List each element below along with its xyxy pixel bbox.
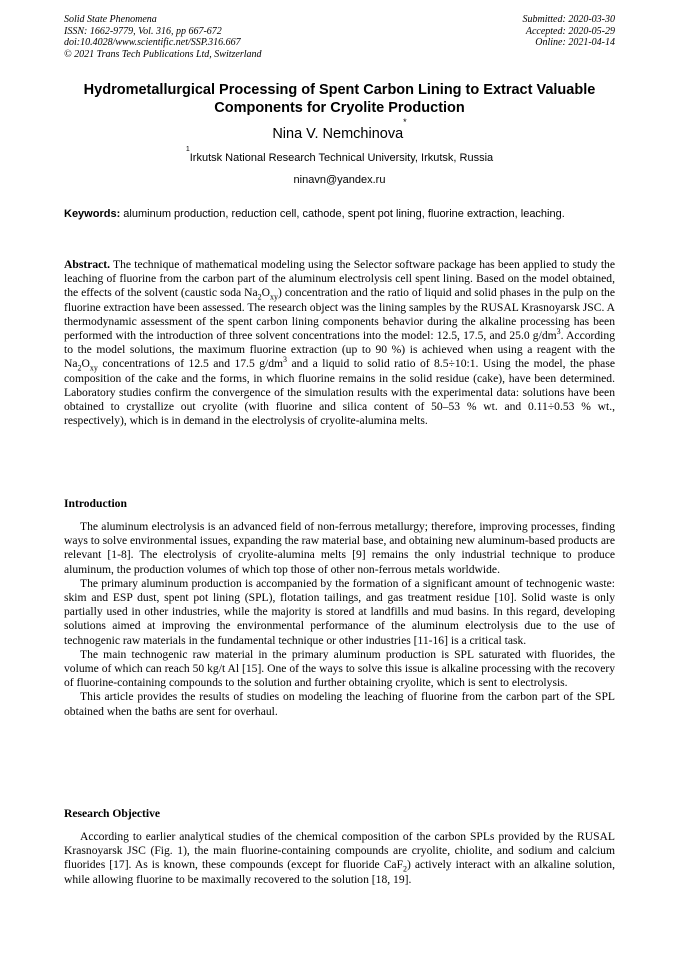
author-name: Nina V. Nemchinova [272,126,404,142]
introduction-heading: Introduction [64,497,127,510]
research-objective-heading: Research Objective [64,807,161,820]
subscript: 2 [77,363,82,373]
copyright-line: © 2021 Trans Tech Publications Ltd, Switzerland [64,48,262,60]
superscript: 3 [556,327,561,337]
author [64,117,615,143]
keywords [64,207,615,221]
abstract [64,258,615,428]
abstract-text: and a liquid to solid ratio of 8.5÷10:1. Using the model, the phase composition of the cake and the forms, in which fluorine remains in the solid residue (cake), have been determined. Laboratory studies confirm the convergence of the simulation results with the experimental data: solutions have been obtained to crystallize out cryolite (with fluorine and silica content of 50–53 % wt. and 0.11÷0.53 % wt., respectively), which is in demand in the electrolysis of cryolite-alumina melts. [64,357,615,428]
online-date: Online: 2021-04-14 [535,37,615,48]
paragraph: The primary aluminum production is accompanied by the formation of a significant amount of technogenic waste: skim and ESP dust, spent pot lining (SPL), flotation tailings, and gas treatment residue [10]. Solid waste is only partially used in other industries, while the majority is stored at landfills and mud basins. In this regard, developing solutions aimed at improving the environmental performance of the aluminum electrolysis due to the use of technogenic raw materials in the fundamental technique or other industries [11-16] is a critical task. [64,576,615,647]
affiliation-text: Irkutsk National Research Technical University, Irkutsk, Russia [189,152,494,164]
author-mark: * [403,117,407,127]
paragraph-text: ) actively interact with an alkaline solution, while allowing fluorine to be maximally recovered to the solution [18, 19]. [64,858,615,886]
subscript: 2 [403,864,408,874]
paper-title: Hydrometallurgical Processing of Spent Carbon Lining to Extract Valuable Components for Cryolite Production [83,82,596,116]
publication-dates [523,14,616,49]
abstract-text: concentrations of 12.5 and 17.5 g/dm [97,357,284,371]
subscript: 2 [257,292,262,302]
keywords-label: Keywords: [64,208,121,220]
abstract-text: O [261,286,271,300]
doi-line: doi:10.4028/www.scientific.net/SSP.316.667 [64,37,241,48]
paragraph: The aluminum electrolysis is an advanced field of non-ferrous metallurgy; therefore, improving processes, finding ways to solve environmental issues, expanding the raw material base, and obtaining new aluminum-based products are relevant [1-8]. The electrolysis of cryolite-alumina melts [9] remains the only industrial technique to produce aluminum, the production volumes of which top those of other non-ferrous metals worldwide. [64,520,615,576]
abstract-text: ) concentration and the ratio of liquid and solid phases in the pulp on the fluorine extraction have been assessed. The research object was the lining samples by the RUSAL Krasnoyarsk JSC. A thermodynamic assessment of the spent carbon lining components behavior during the alkaline processing has been performed with the introduction of three solvent concentrations into the model: 12.5, 17.5, and 25.0 g/dm [64,286,615,343]
introduction-body [64,520,615,719]
paragraph: This article provides the results of studies on modeling the leaching of fluorine from the carbon part of the SPL obtained when the baths are sent for overhaul. [64,690,615,718]
issn-line: ISSN: 1662-9779, Vol. 316, pp 667-672 [64,25,222,37]
paragraph-text: According to earlier analytical studies of the chemical composition of the carbon SPLs provided by the RUSAL Krasnoyarsk JSC (Fig. 1), the main fluorine-containing compounds are cryolite, chiolite, and sodium and calcium fluorides [17]. As is known, these compounds (except for fluoride CaF [64,830,615,872]
journal-name: Solid State Phenomena [64,14,157,25]
subscript: xy [270,292,279,302]
abstract-text: . According to the model solutions, the maximum fluorine extraction (up to 90 %) is achieved when using a reagent with the Na [64,329,615,371]
abstract-label: Abstract. [64,258,111,271]
research-objective-body [64,830,615,887]
affiliation [64,146,615,165]
superscript: 3 [283,355,288,365]
paragraph: The main technogenic raw material in the primary aluminum production is SPL saturated with fluorides, the volume of which can reach 50 kg/t Al [15]. One of the ways to solve this issue is alkaline processing with the recovery of fluorine-containing compounds to the solution and further obtaining cryolite, which is sent to electrolysis. [64,647,615,690]
author-email: ninavn@yandex.ru [293,174,386,186]
abstract-text: The technique of mathematical modeling using the Selector software package has been applied to study the leaching of fluorine from the carbon part of the aluminum electrolysis cell spent lining. Based on the model obtained, the effects of the solvent (caustic soda Na [64,258,615,300]
keywords-text: aluminum production, reduction cell, cathode, spent pot lining, fluorine extraction, leaching. [120,208,565,220]
journal-info [64,14,262,60]
paragraph [64,830,615,887]
subscript: xy [89,363,98,373]
submitted-date: Submitted: 2020-03-30 [522,14,615,25]
affiliation-mark: 1 [185,146,190,153]
accepted-date: Accepted: 2020-05-29 [525,25,615,37]
abstract-text: O [81,357,90,371]
